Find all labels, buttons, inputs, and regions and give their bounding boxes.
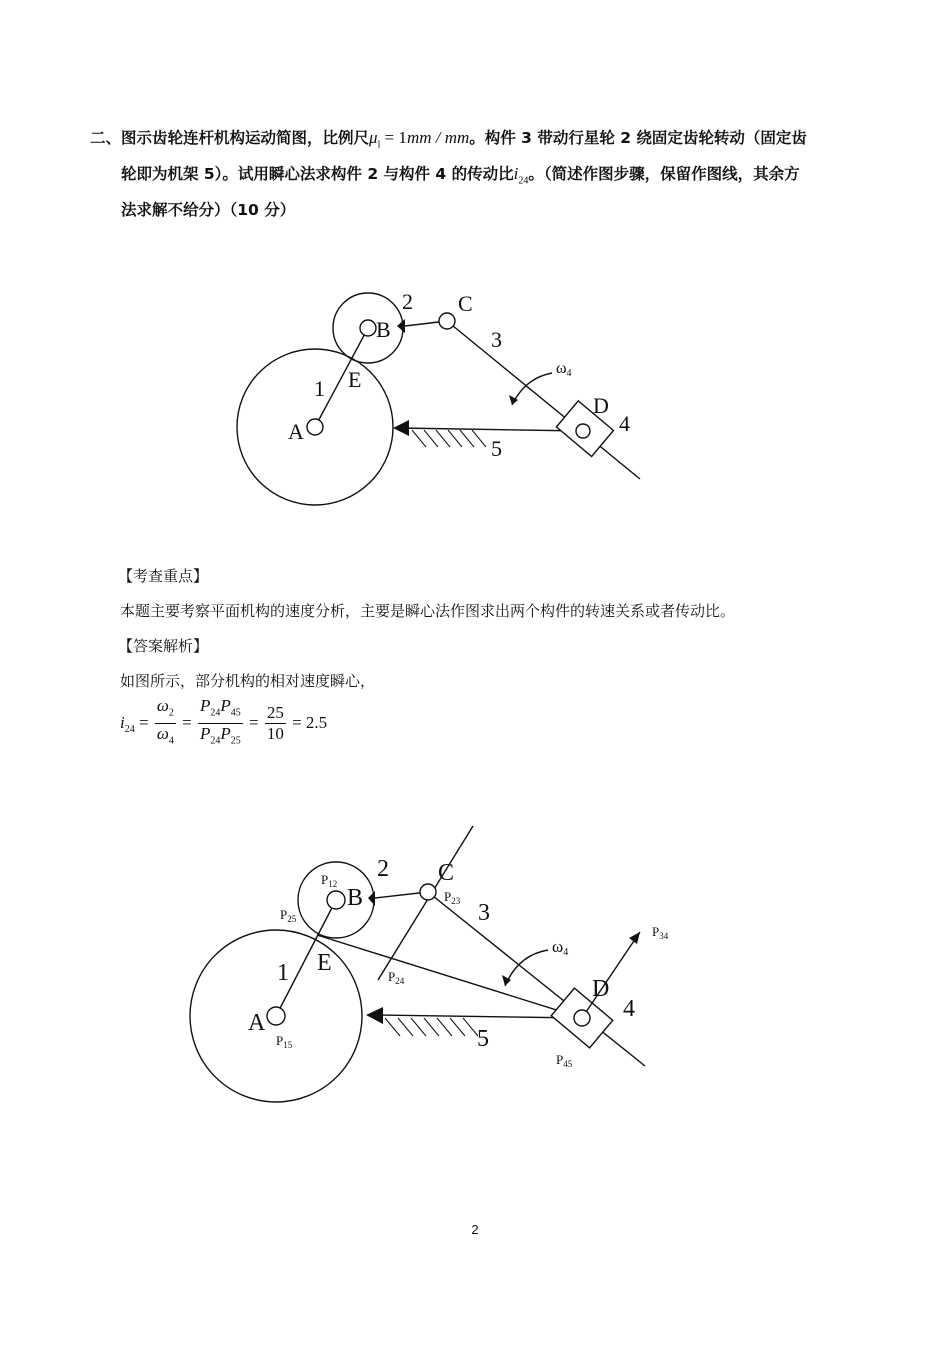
label-P12: $P_{12}$ — [321, 872, 338, 889]
answer-intro: 如图所示，部分机构的相对速度瞬心， — [120, 672, 376, 690]
label-omega: ω4 — [556, 360, 572, 379]
page-number: 2 — [471, 1222, 479, 1237]
fraction-p: $\frac{P_{24}P_{45}}{P_{24}P_{25}}$ — [199, 696, 241, 747]
label-D: D — [593, 393, 609, 418]
label-P34: $P_{34}$ — [652, 924, 669, 941]
label-3: 3 — [491, 327, 502, 352]
solution-diagram — [180, 820, 700, 1110]
mechanism-figure — [200, 275, 660, 515]
label-D: D — [592, 976, 610, 1002]
fraction-number: $\frac{25}{10}$ — [266, 703, 284, 744]
label-P25: $P_{25}$ — [280, 907, 297, 924]
question-text: 。（简述作图步骤，保留作图线，其余方 — [528, 165, 800, 183]
question-text: 二、图示齿轮连杆机构运动简图，比例尺 — [90, 129, 370, 147]
ratio-formula: $i_{24}$ = $\frac{\omega_2}{\omega_4}$ = $\frac{P_{24}P_{45}}{P_{24}P_{25}}$ = $\frac{25}{10}$ = 2.5 — [120, 696, 327, 752]
ratio-symbol: $i_{24}$ — [513, 164, 529, 187]
fraction-omega: $\frac{\omega_2}{\omega_4}$ — [156, 696, 174, 747]
label-5: 5 — [477, 1026, 489, 1052]
mechanism-diagram — [200, 275, 660, 515]
question-text: 。构件 3 带动行星轮 2 绕固定齿轮转动（固定齿 — [469, 129, 807, 147]
label-E: E — [317, 950, 332, 976]
focus-text: 本题主要考察平面机构的速度分析，主要是瞬心法作图求出两个构件的转速关系或者传动比。 — [120, 602, 736, 620]
label-4: 4 — [623, 996, 635, 1022]
label-P24: $P_{24}$ — [388, 969, 405, 986]
solution-figure — [180, 820, 700, 1110]
scale-formula: $\mu_l = 1mm$ / mm — [369, 128, 470, 151]
label-C: C — [458, 291, 473, 316]
label-2: 2 — [377, 856, 389, 882]
label-B: B — [376, 317, 391, 342]
label-C: C — [438, 860, 455, 886]
label-3: 3 — [478, 900, 490, 926]
question-line-1 — [90, 128, 807, 155]
label-P15: $P_{15}$ — [276, 1033, 293, 1050]
question-line-2 — [121, 164, 800, 191]
label-B: B — [347, 885, 364, 911]
label-E: E — [348, 367, 362, 392]
label-A: A — [248, 1010, 266, 1036]
label-P45: $P_{45}$ — [556, 1052, 573, 1069]
question-text: 轮即为机架 5）。试用瞬心法求构件 2 与构件 4 的传动比 — [121, 165, 514, 183]
label-4: 4 — [619, 411, 630, 436]
label-1: 1 — [277, 960, 289, 986]
focus-heading: 【考查重点】 — [118, 567, 209, 585]
label-1: 1 — [314, 376, 325, 401]
label-A: A — [288, 419, 304, 444]
label-5: 5 — [491, 436, 502, 461]
label-omega: ω4 — [552, 937, 569, 958]
answer-heading: 【答案解析】 — [118, 637, 209, 655]
label-P23: $P_{23}$ — [444, 889, 461, 906]
label-2: 2 — [402, 289, 413, 314]
question-line-3: 法求解不给分）（10 分） — [121, 201, 296, 219]
